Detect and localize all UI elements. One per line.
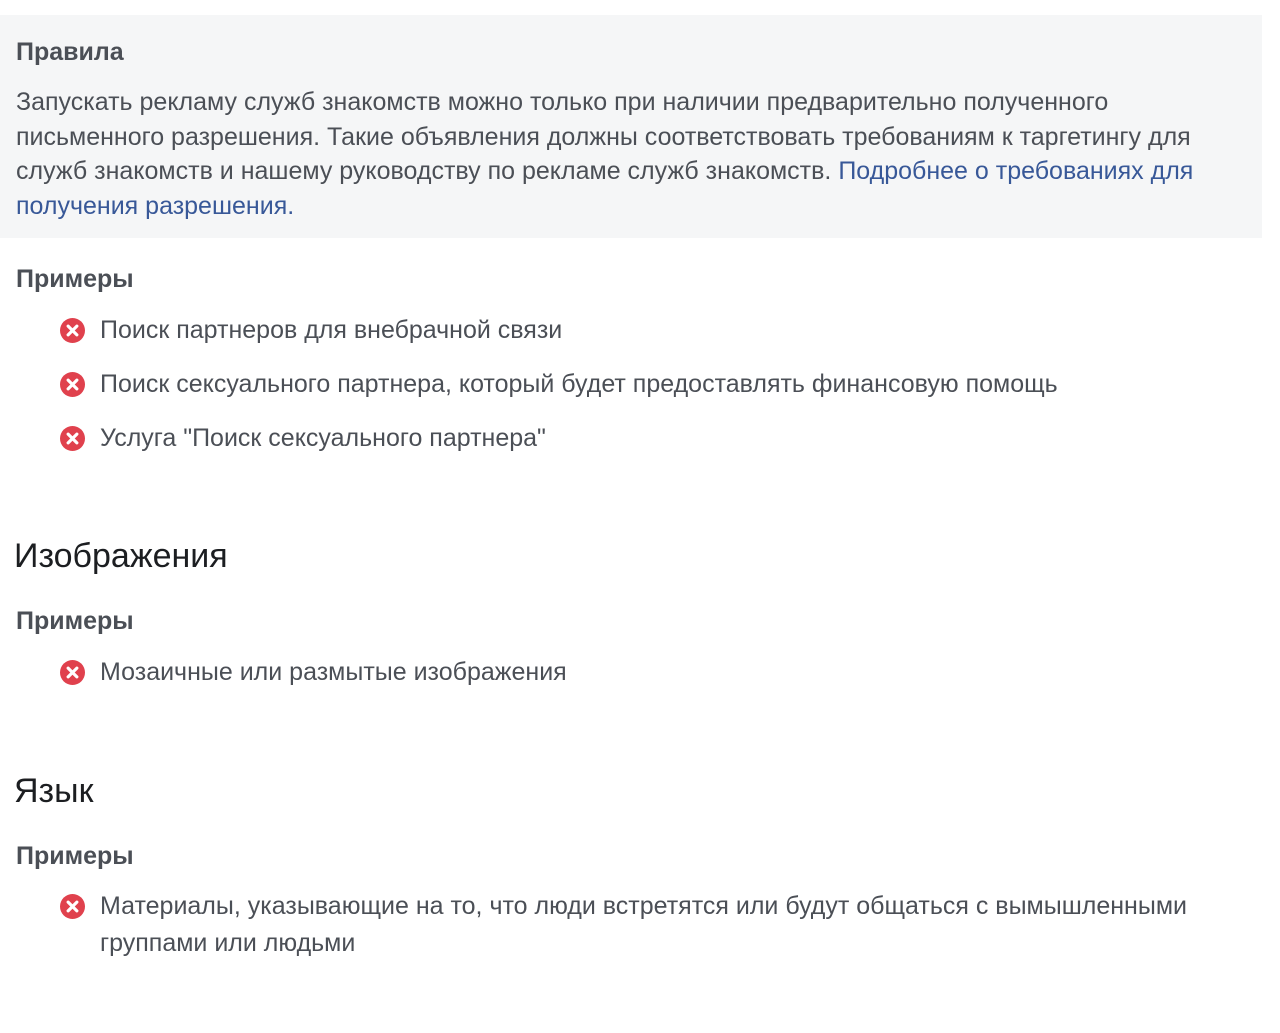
x-circle-icon xyxy=(60,372,85,397)
example-text: Услуга "Поиск сексуального партнера" xyxy=(100,424,546,452)
rules-panel xyxy=(0,15,1262,238)
x-circle-icon xyxy=(60,660,85,685)
images-section-title: Изображения xyxy=(14,537,228,575)
rules-text-line: Запускать рекламу служб знакомств можно только при наличии предварительно полученного xyxy=(16,88,1109,116)
example-text: Мозаичные или размытые изображения xyxy=(100,658,567,686)
x-circle-icon xyxy=(60,894,85,919)
example-text: Поиск сексуального партнера, который будет предоставлять финансовую помощь xyxy=(100,370,1058,398)
rules-title: Правила xyxy=(16,38,124,66)
example-text xyxy=(100,888,1187,962)
images-examples-label: Примеры xyxy=(16,607,134,635)
language-examples-label: Примеры xyxy=(16,842,134,870)
x-circle-icon xyxy=(60,426,85,451)
language-section-title: Язык xyxy=(14,772,94,810)
rules-examples-label: Примеры xyxy=(16,265,134,293)
approval-requirements-link[interactable]: Подробнее о требованиях для xyxy=(838,157,1194,185)
rules-description xyxy=(16,85,1262,223)
rules-text-line: служб знакомств и нашему руководству по рекламе служб знакомств. xyxy=(16,157,832,185)
example-text: Поиск партнеров для внебрачной связи xyxy=(100,316,563,344)
x-circle-icon xyxy=(60,318,85,343)
approval-requirements-link-cont[interactable]: получения разрешения. xyxy=(16,191,295,220)
example-text-line: группами или людьми xyxy=(100,929,356,957)
example-text-line: Материалы, указывающие на то, что люди встретятся или будут общаться с вымышленными xyxy=(100,892,1187,920)
rules-text-line: письменного разрешения. Такие объявления должны соответствовать требованиям к таргетингу для xyxy=(16,122,1191,151)
